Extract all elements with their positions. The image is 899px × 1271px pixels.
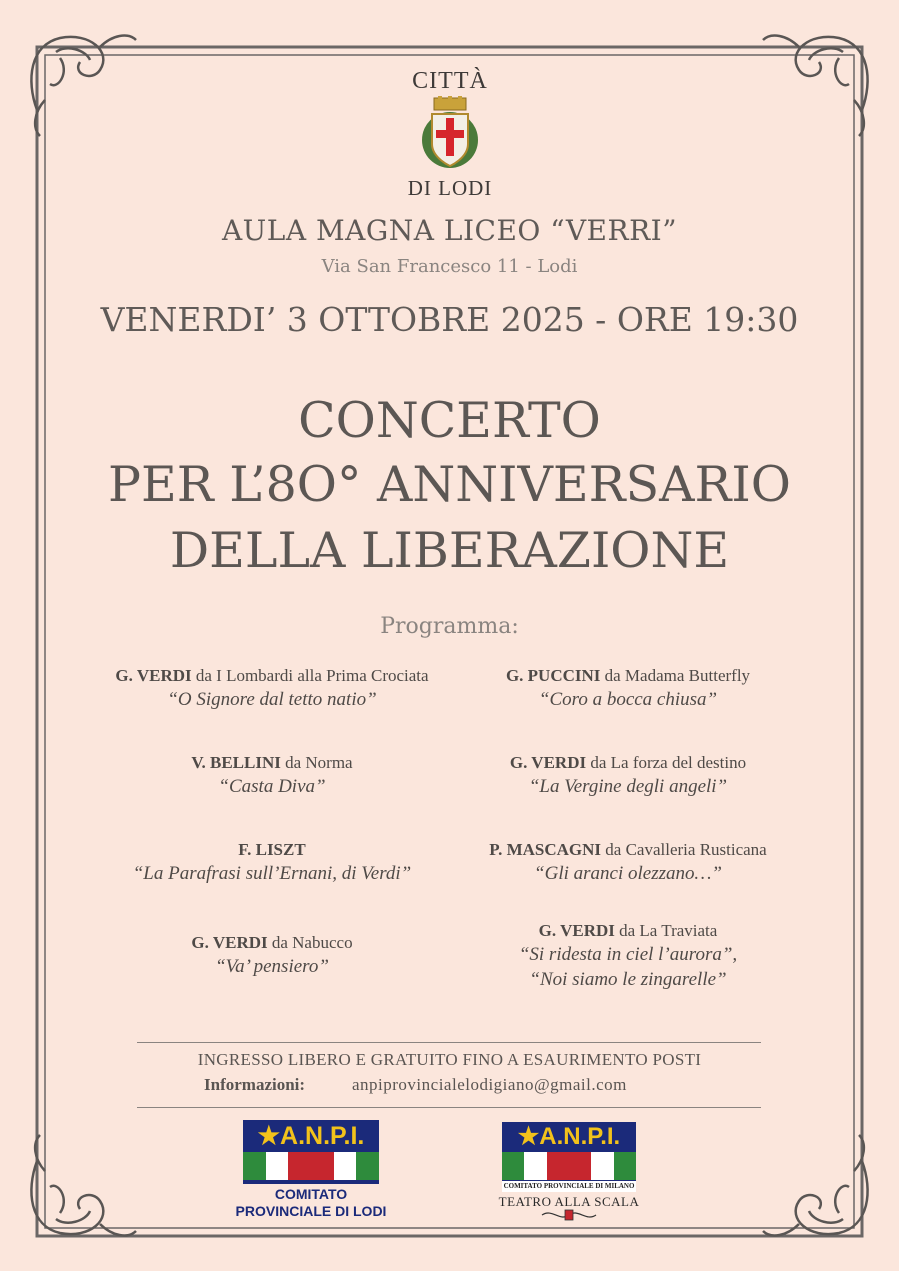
piece-source: da La Traviata	[614, 921, 718, 940]
piece-title: “O Signore dal tetto natio”	[167, 689, 377, 710]
composer-name: V. BELLINI	[191, 753, 281, 772]
composer-name: G. VERDI	[191, 933, 268, 952]
entry-notice: INGRESSO LIBERO E GRATUITO FINO A ESAURIMENTO POSTI	[197, 1050, 702, 1069]
anpi-milano-logo	[502, 1122, 636, 1184]
piece-title: “Casta Diva”	[218, 776, 326, 797]
composer-name: G. VERDI	[509, 753, 587, 772]
divider	[137, 1042, 761, 1043]
concert-title-line: DELLA LIBERAZIONE	[169, 522, 730, 579]
piece-source: da La forza del destino	[586, 753, 747, 772]
piece-title: “Noi siamo le zingarelle”	[529, 969, 727, 990]
piece-title: “Si ridesta in ciel l’aurora”,	[518, 944, 738, 965]
anpi-lodi-subtitle-line: PROVINCIALE DI LODI	[235, 1203, 387, 1219]
scala-emblem-icon	[540, 1208, 598, 1222]
piece-title: “La Parafrasi sull’Ernani, di Verdi”	[132, 863, 412, 884]
city-logo-top-text: CITTÀ	[412, 68, 488, 94]
anpi-lodi-logo	[243, 1120, 379, 1184]
anpi-lodi-subtitle-line: COMITATO	[274, 1186, 348, 1202]
piece-source: da Nabucco	[267, 933, 353, 952]
piece-title: “Gli aranci olezzano…”	[534, 863, 722, 884]
italian-flag-stripe	[243, 1152, 379, 1180]
composer-name: G. VERDI	[115, 666, 192, 685]
programme-item	[418, 752, 838, 799]
composer-name: G. VERDI	[538, 921, 615, 940]
coat-of-arms-icon	[418, 96, 482, 170]
piece-source: da Cavalleria Rusticana	[601, 840, 767, 859]
frame-corner-ornament	[31, 36, 136, 136]
programme-item	[418, 665, 838, 712]
composer-name: F. LISZT	[238, 840, 306, 859]
city-logo-bottom-text: DI LODI	[407, 176, 493, 200]
city-of-lodi-logo	[400, 68, 500, 203]
piece-title: “Coro a bocca chiusa”	[538, 689, 718, 710]
italian-flag-stripe	[502, 1152, 636, 1180]
teatro-alla-scala-text: TEATRO ALLA SCALA	[498, 1194, 640, 1209]
piece-title: “La Vergine degli angeli”	[528, 776, 728, 797]
composer-name: P. MASCAGNI	[489, 840, 602, 859]
anpi-milano-subtitle: COMITATO PROVINCIALE DI MILANO	[503, 1182, 635, 1190]
programme-heading: Programma:	[380, 614, 519, 639]
concert-title-line: CONCERTO	[298, 392, 601, 449]
programme-item	[418, 839, 838, 886]
piece-source: da Norma	[280, 753, 353, 772]
anpi-logo-text: ★A.N.P.I.	[257, 1122, 365, 1150]
anpi-logo-text: ★A.N.P.I.	[517, 1123, 621, 1150]
venue-name: AULA MAGNA LICEO “VERRI”	[221, 214, 678, 247]
venue-address: Via San Francesco 11 - Lodi	[321, 256, 578, 277]
concert-title-line: PER L’8O° ANNIVERSARIO	[108, 456, 791, 513]
anpi-lodi-subtitle	[218, 1186, 404, 1220]
divider	[137, 1107, 761, 1108]
piece-title: “Va’ pensiero”	[215, 956, 329, 977]
event-date-time: VENERDI’ 3 OTTOBRE 2025 - ORE 19:30	[100, 300, 799, 339]
contact-email: anpiprovincialelodigiano@gmail.com	[352, 1075, 627, 1094]
info-label: Informazioni:	[204, 1075, 306, 1094]
piece-source: da I Lombardi alla Prima Crociata	[191, 666, 429, 685]
piece-source: da Madama Butterfly	[600, 666, 751, 685]
programme-item	[418, 920, 838, 992]
composer-name: G. PUCCINI	[505, 666, 601, 685]
